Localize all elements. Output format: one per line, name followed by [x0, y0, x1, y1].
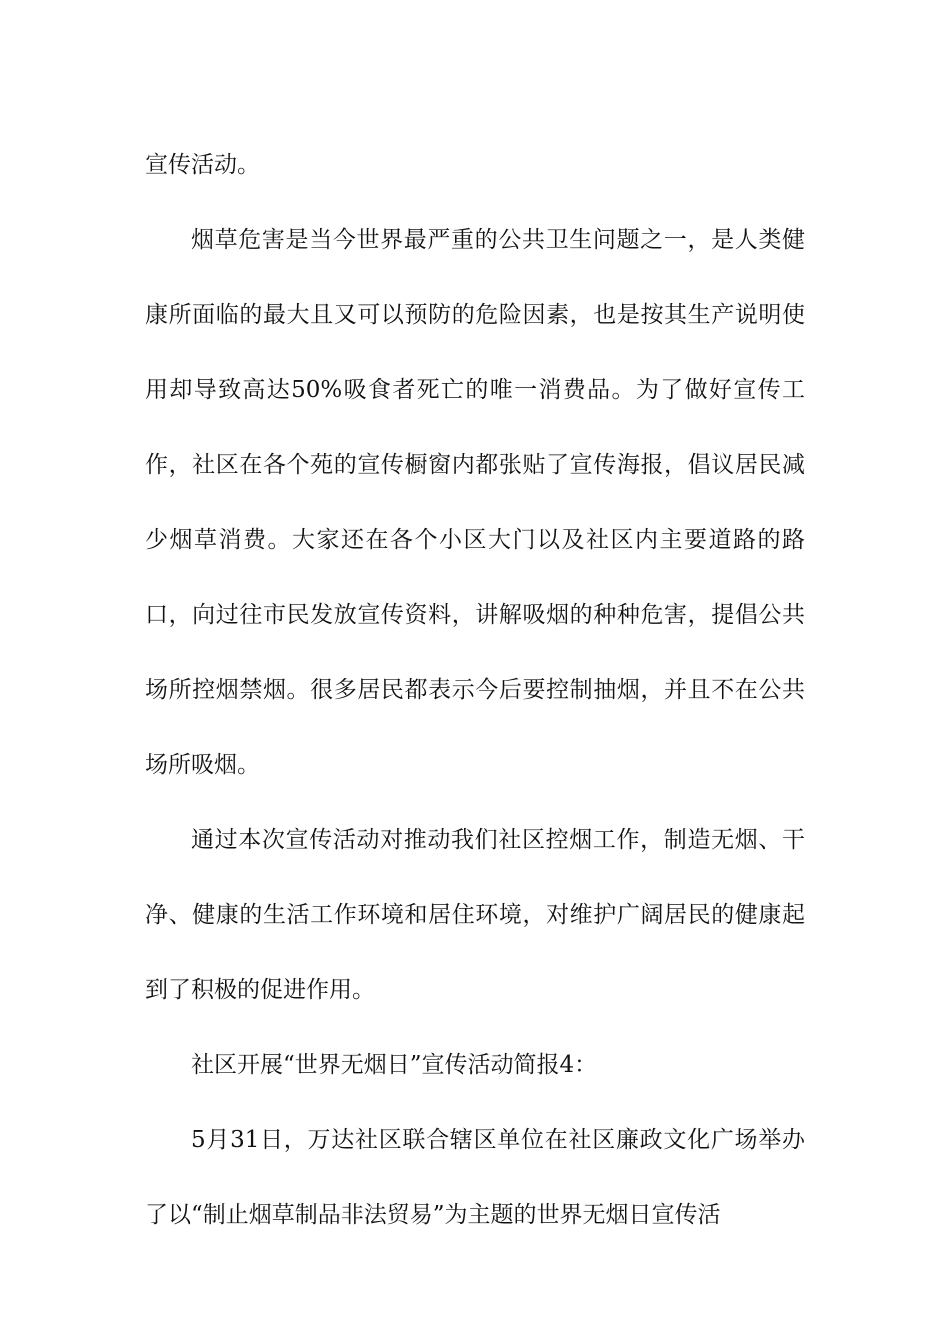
- paragraph-campaign-effect: 通过本次宣传活动对推动我们社区控烟工作，制造无烟、干净、健康的生活工作环境和居住环境，对维护广阔居民的健康起到了积极的促进作用。: [145, 827, 805, 1003]
- paragraph-may-31-event: 5月31日，万达社区联合辖区单位在社区廉政文化广场举办了以“制止烟草制品非法贸易”为主题的世界无烟日宣传活: [145, 1127, 805, 1228]
- paragraph-continuation: 宣传活动。: [145, 152, 260, 178]
- document-body: [145, 128, 805, 1253]
- paragraph-bulletin-heading: 社区开展“世界无烟日”宣传活动简报4：: [191, 1052, 598, 1078]
- paragraph-tobacco-harm: 烟草危害是当今世界最严重的公共卫生问题之一，是人类健康所面临的最大且又可以预防的危险因素，也是按其生产说明使用却导致高达50%吸食者死亡的唯一消费品。为了做好宣传工作，社区在各个苑的宣传橱窗内都张贴了宣传海报，倡议居民减少烟草消费。大家还在各个小区大门以及社区内主要道路的路口，向过往市民发放宣传资料，讲解吸烟的种种危害，提倡公共场所控烟禁烟。很多居民都表示今后要控制抽烟，并且不在公共场所吸烟。: [145, 227, 805, 778]
